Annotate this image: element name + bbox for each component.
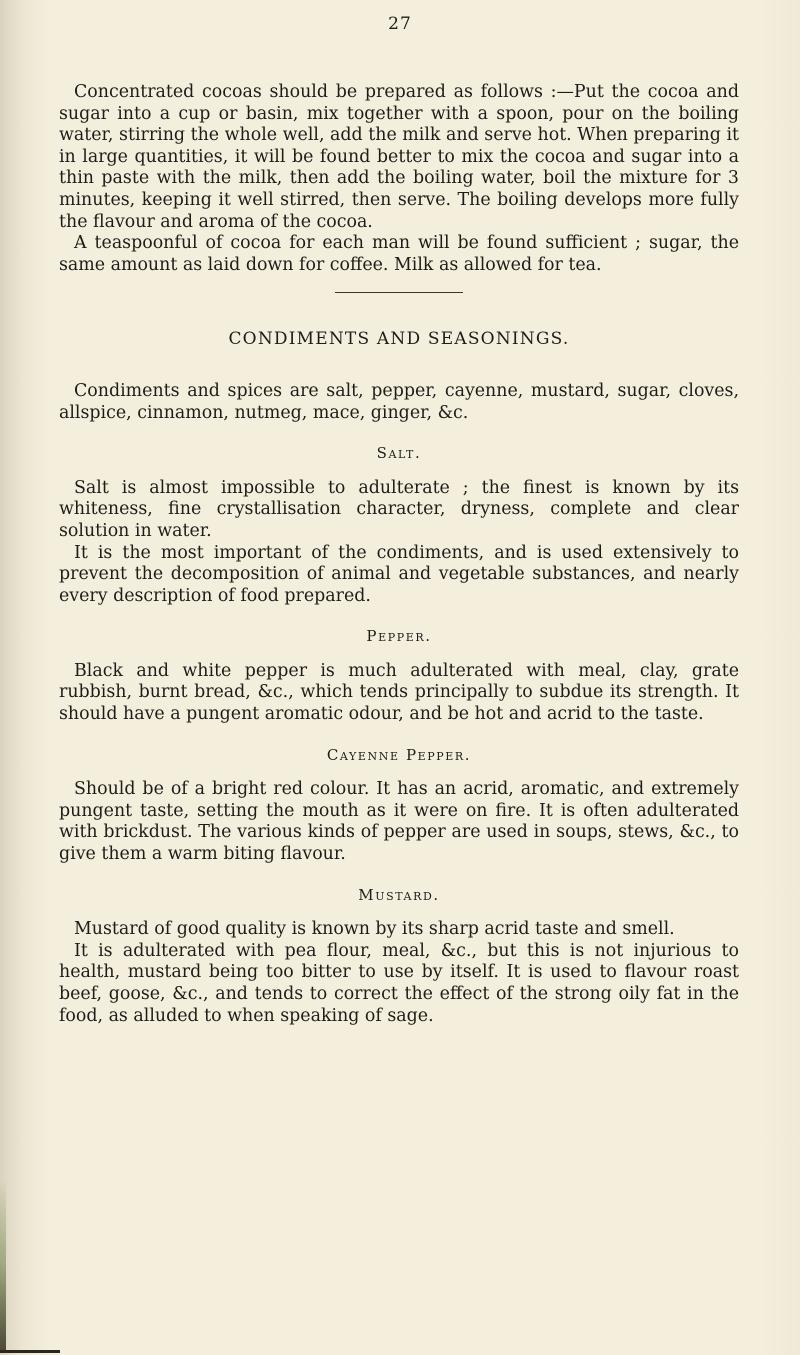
pepper-heading: Pepper. bbox=[366, 627, 432, 646]
salt-heading: Salt. bbox=[376, 444, 422, 463]
condiments-intro: Condiments and spices are salt, pepper, cayenne, mustard, sugar, cloves, allspice, cinnamon, nutmeg, mace, ginger, &c. bbox=[59, 380, 739, 423]
cocoa-paragraph-1: Concentrated cocoas should be prepared as follows :—Put the cocoa and sugar into a cup or basin, mix together with a spoon, pour on the boiling water, stirring the whole well, add the milk and serve hot. When preparing it in large quantities, it will be found better to mix the cocoa and sugar into a thin paste with the milk, then add the boiling water, boil the mixture for 3 minutes, keeping it well stirred, then serve. The boiling develops more fully the flavour and aroma of the cocoa. bbox=[59, 82, 739, 232]
binding-edge-stain bbox=[0, 1180, 6, 1350]
cocoa-paragraph-2: A teaspoonful of cocoa for each man will be found sufficient ; sugar, the same amount as laid down for coffee. Milk as allowed for tea. bbox=[59, 233, 739, 275]
cayenne-paragraph-1: Should be of a bright red colour. It has an acrid, aromatic, and extremely pungent taste, setting the mouth as it were on fire. It is often adulterated with brickdust. The various kinds of pepper are used in soups, stews, &c., to give them a warm biting flavour. bbox=[59, 779, 739, 865]
section-divider bbox=[335, 292, 463, 293]
salt-paragraph-2: It is the most important of the condiments, and is used extensively to prevent the decomposition of animal and vegetable substances, and nearly every description of food prepared. bbox=[59, 542, 739, 606]
pepper-paragraph-1: Black and white pepper is much adulterated with meal, clay, grate rubbish, burnt bread, &c., which tends principally to subdue its strength. It should have a pungent aromatic odour, and be hot and acrid to the taste. bbox=[59, 660, 739, 725]
page-number: 27 bbox=[388, 14, 412, 34]
salt-paragraph-1: Salt is almost impossible to adulterate ; the finest is known by its whiteness, fine crystallisation character, dryness, complete and clear solution in water. bbox=[59, 477, 739, 541]
page-corner-edge bbox=[0, 1350, 60, 1353]
mustard-paragraph-2: It is adulterated with pea flour, meal, &c., but this is not injurious to health, mustard being too bitter to use by itself. It is used to flavour roast beef, goose, &c., and tends to correct the effect of the strong oily fat in the food, as alluded to when speaking of sage. bbox=[59, 940, 739, 1026]
cayenne-heading: Cayenne Pepper. bbox=[326, 745, 472, 764]
page-body bbox=[59, 82, 739, 1027]
mustard-paragraph-1: Mustard of good quality is known by its sharp acrid taste and smell. bbox=[74, 919, 675, 940]
section-title: CONDIMENTS AND SEASONINGS. bbox=[228, 329, 570, 350]
mustard-heading: Mustard. bbox=[358, 885, 440, 904]
